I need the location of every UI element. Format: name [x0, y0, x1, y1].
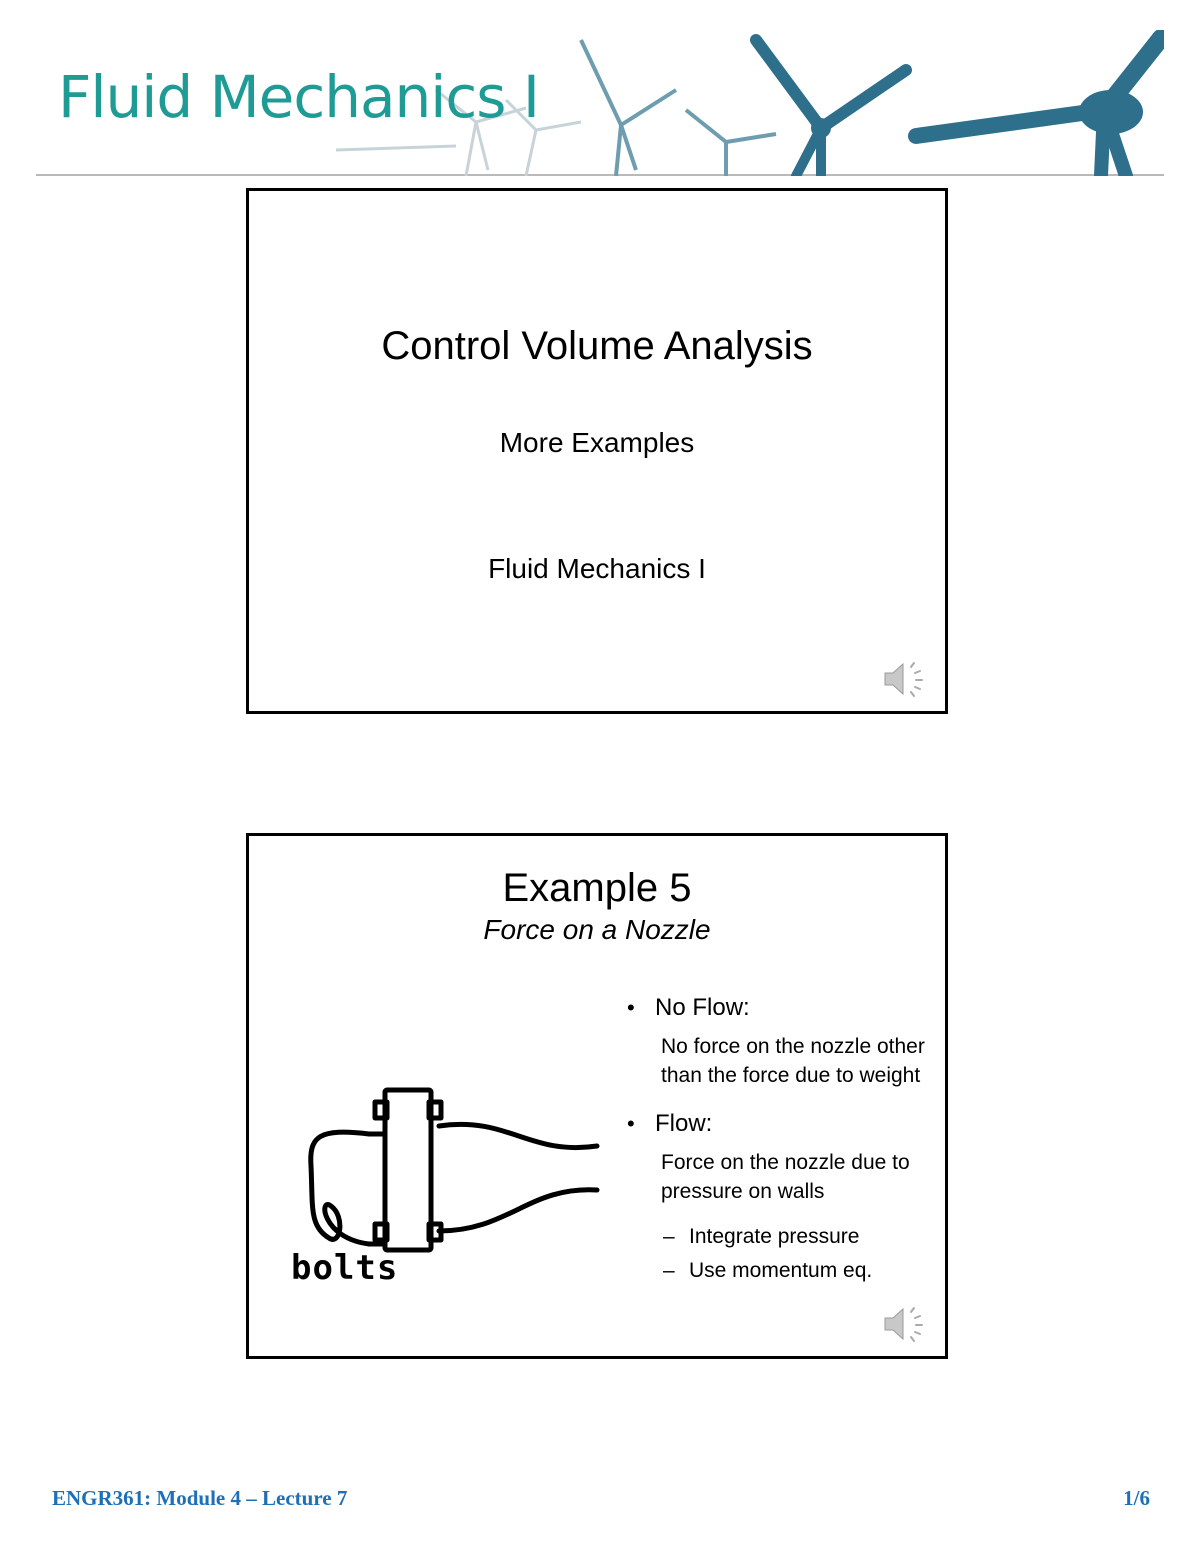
- slide-1: [246, 188, 948, 714]
- bullet-text: Force on the nozzle due to pressure on walls: [661, 1151, 910, 1203]
- dash-marker: –: [663, 1259, 675, 1282]
- slide-2: [246, 833, 948, 1359]
- slide-1-title: Control Volume Analysis: [381, 324, 813, 368]
- speaker-icon[interactable]: [881, 1304, 929, 1344]
- slide-2-subtitle: Force on a Nozzle: [483, 914, 711, 945]
- footer-course-info: ENGR361: Module 4 – Lecture 7: [52, 1486, 348, 1510]
- bullet-marker: •: [627, 1111, 635, 1136]
- header-title: Fluid Mechanics I: [58, 63, 540, 131]
- sub-bullet-list: [663, 1220, 927, 1288]
- slide-2-title: Example 5: [502, 866, 692, 910]
- bullet-heading: No Flow:: [655, 994, 750, 1021]
- bullet-item: [627, 994, 927, 1022]
- speaker-icon[interactable]: [881, 659, 929, 699]
- sketch-label: bolts: [291, 1248, 399, 1288]
- slide-1-subtitle: More Examples: [499, 427, 695, 458]
- sub-bullet-item: [663, 1254, 927, 1288]
- bullet-marker: •: [627, 995, 635, 1020]
- page-header: [36, 30, 1164, 176]
- sub-bullet-text: Use momentum eq.: [689, 1259, 873, 1282]
- bullet-list: [627, 994, 927, 1288]
- sub-bullet-item: [663, 1220, 927, 1254]
- bullet-heading: Flow:: [655, 1110, 713, 1137]
- sub-bullet-text: Integrate pressure: [689, 1225, 860, 1248]
- dash-marker: –: [663, 1225, 675, 1248]
- bullet-text: No force on the nozzle other than the force due to weight: [661, 1035, 925, 1087]
- slide-1-course: Fluid Mechanics I: [488, 553, 706, 584]
- footer-page-number: 1/6: [1123, 1486, 1150, 1510]
- bullet-item: [627, 1110, 927, 1138]
